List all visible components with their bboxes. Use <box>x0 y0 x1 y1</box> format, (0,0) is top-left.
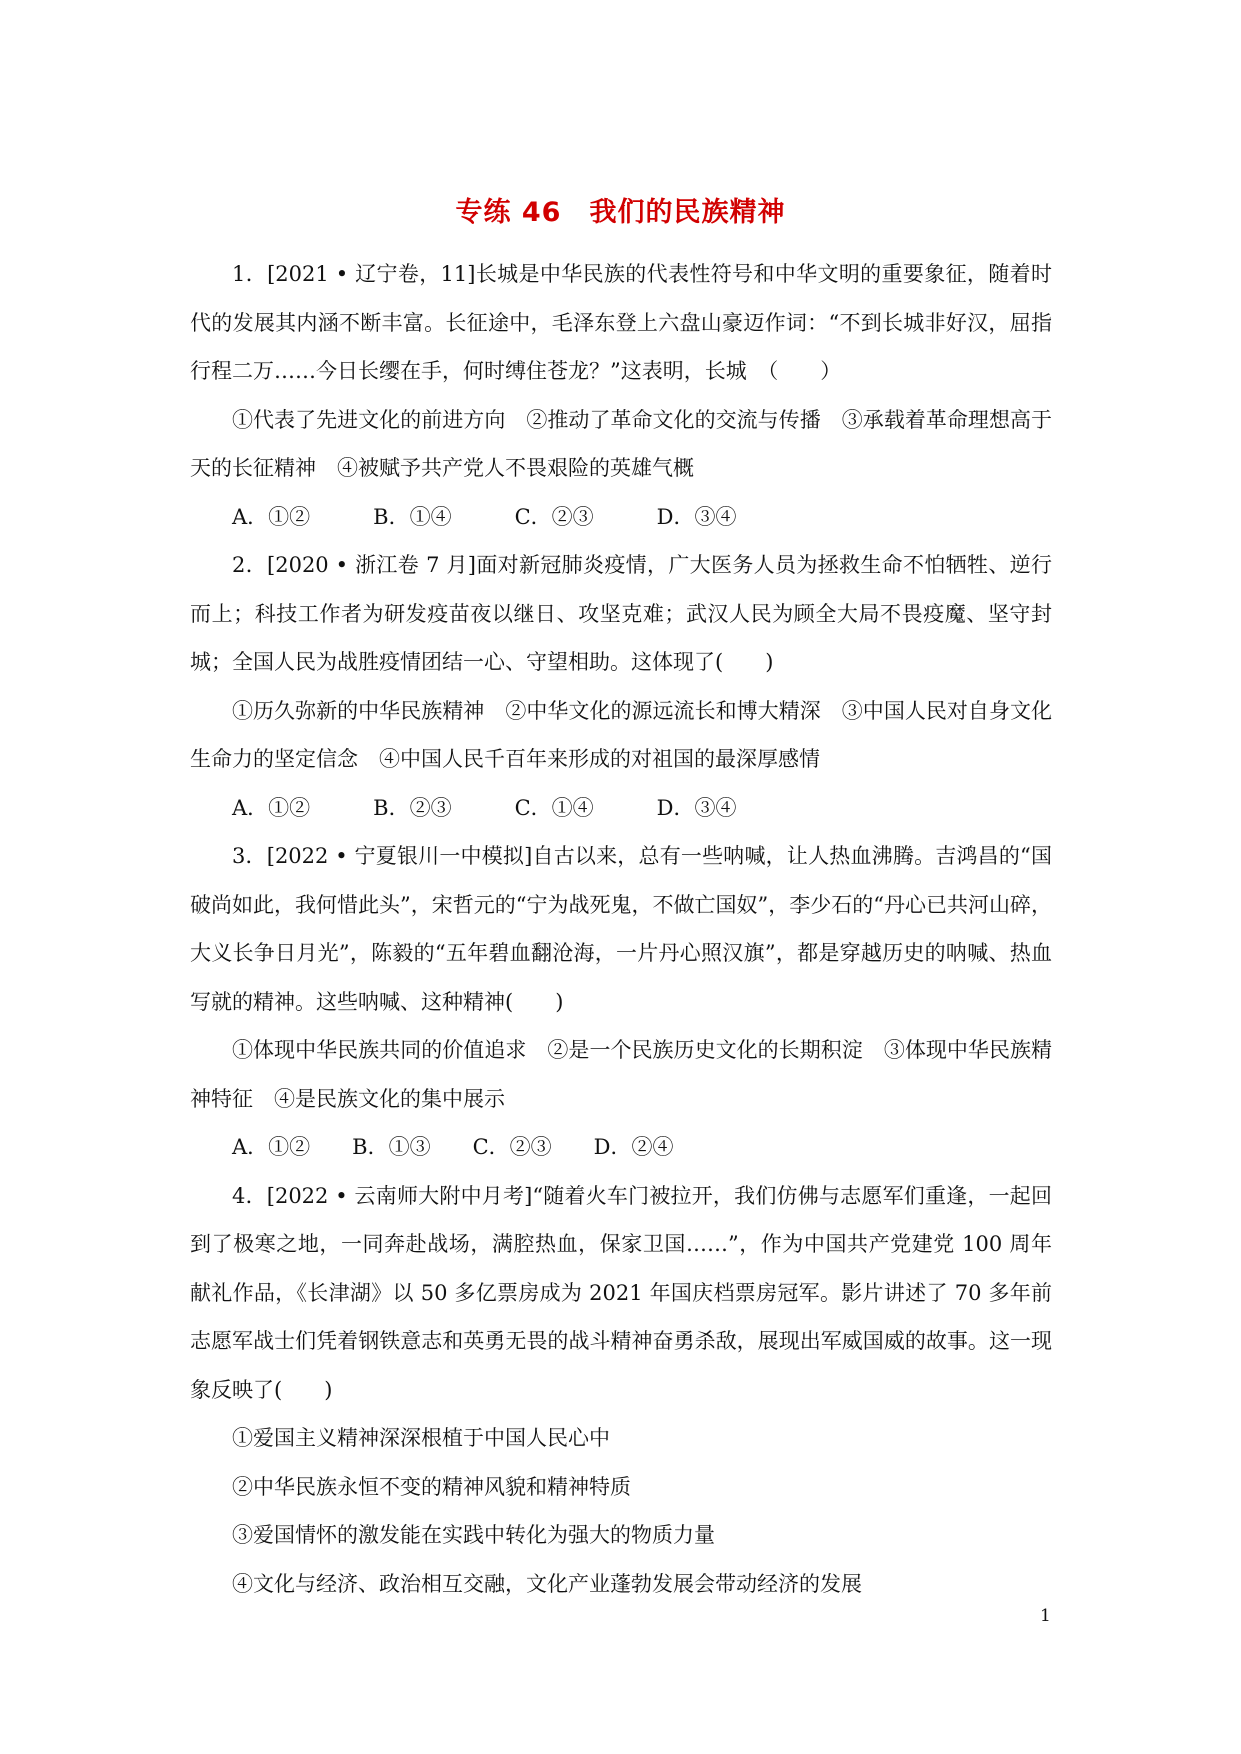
question-options: A．①② B．②③ C．①④ D．③④ <box>232 795 737 820</box>
question-stem: 4．[2022 • 云南师大附中月考]“随着火车门被拉开，我们仿佛与志愿军们重逢，一起回到了极寒之地，一同奔赴战场，满腔热血，保家卫国……”，作为中国共产党建党 100 周年献礼作品，《长津湖》以 50 多亿票房成为 2021 年国庆档票房冠军。影片讲述了 70 多年前志愿军战士们凭着钢铁意志和英勇无畏的战斗精神奋勇杀敌，展现出军威国威的故事。这一现象反映了( ) <box>190 1183 1052 1402</box>
page-number: 1 <box>1040 1606 1051 1626</box>
question-2 <box>190 541 1052 832</box>
question-1 <box>190 250 1052 541</box>
question-3 <box>190 832 1052 1172</box>
question-options: A．①② B．①④ C．②③ D．③④ <box>232 504 737 529</box>
question-statement: ①爱国主义精神深深根植于中国人民心中 <box>232 1426 610 1450</box>
question-stem: 3．[2022 • 宁夏银川一中模拟]自古以来，总有一些呐喊，让人热血沸腾。吉鸿昌的“国破尚如此，我何惜此头”，宋哲元的“宁为战死鬼，不做亡国奴”，李少石的“丹心已共河山碎，大义长争日月光”，陈毅的“五年碧血翻沧海，一片丹心照汉旗”，都是穿越历史的呐喊、热血写就的精神。这些呐喊、这种精神( ) <box>190 844 1052 1014</box>
question-options: A．①② B．①③ C．②③ D．②④ <box>232 1135 674 1159</box>
question-list <box>190 250 1052 1608</box>
question-stem: 2．[2020 • 浙江卷 7 月]面对新冠肺炎疫情，广大医务人员为拯救生命不怕牺牲、逆行而上；科技工作者为研发疫苗夜以继日、攻坚克难；武汉人民为顾全大局不畏疫魔、坚守封城；全国人民为战胜疫情团结一心、守望相助。这体现了( ) <box>190 553 1052 674</box>
page-title: 专练 46 我们的民族精神 <box>455 197 786 228</box>
question-statement: ③爱国情怀的激发能在实践中转化为强大的物质力量 <box>232 1523 715 1547</box>
question-stem: 1．[2021 • 辽宁卷，11]长城是中华民族的代表性符号和中华文明的重要象征，随着时代的发展其内涵不断丰富。长征途中，毛泽东登上六盘山豪迈作词：“不到长城非好汉，屈指行程二万……今日长缨在手，何时缚住苍龙？”这表明，长城 （ ） <box>190 262 1052 383</box>
question-4 <box>190 1172 1052 1609</box>
question-statement: ②中华民族永恒不变的精神风貌和精神特质 <box>232 1474 631 1499</box>
question-statements: ①体现中华民族共同的价值追求 ②是一个民族历史文化的长期积淀 ③体现中华民族精神特征 ④是民族文化的集中展示 <box>190 1038 1052 1111</box>
question-statements: ①代表了先进文化的前进方向 ②推动了革命文化的交流与传播 ③承载着革命理想高于天的长征精神 ④被赋予共产党人不畏艰险的英雄气概 <box>190 407 1052 480</box>
question-statement: ④文化与经济、政治相互交融，文化产业蓬勃发展会带动经济的发展 <box>232 1571 862 1596</box>
question-statements: ①历久弥新的中华民族精神 ②中华文化的源远流长和博大精深 ③中国人民对自身文化生命力的坚定信念 ④中国人民千百年来形成的对祖国的最深厚感情 <box>190 698 1052 771</box>
